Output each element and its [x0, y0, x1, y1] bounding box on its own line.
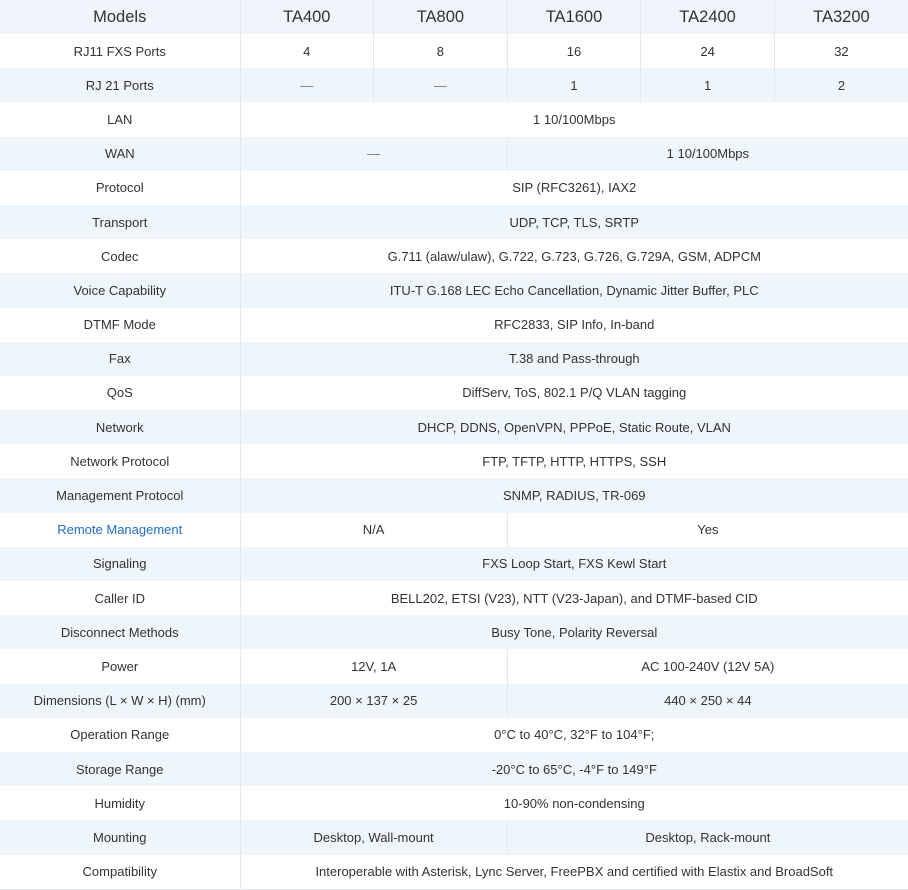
table-row-operation-range	[0, 718, 908, 752]
row-label: Compatibility	[0, 855, 240, 890]
row-label: LAN	[0, 102, 240, 136]
table-row-network-protocol	[0, 444, 908, 478]
row-label: Network Protocol	[0, 444, 240, 478]
row-label: Caller ID	[0, 581, 240, 615]
table-cell: G.711 (alaw/ulaw), G.722, G.723, G.726, G.729A, GSM, ADPCM	[240, 239, 908, 273]
model-header-ta3200: TA3200	[774, 0, 908, 34]
table-row-wan	[0, 137, 908, 171]
table-header-row	[0, 0, 908, 34]
row-label: Dimensions (L × W × H) (mm)	[0, 684, 240, 718]
table-cell: 200 × 137 × 25	[240, 684, 507, 718]
table-row-disconnect-methods	[0, 615, 908, 649]
table-row-storage-range	[0, 752, 908, 786]
row-label: Storage Range	[0, 752, 240, 786]
table-cell: RFC2833, SIP Info, In-band	[240, 308, 908, 342]
table-cell: FTP, TFTP, HTTP, HTTPS, SSH	[240, 444, 908, 478]
row-label: Transport	[0, 205, 240, 239]
model-header-ta400: TA400	[240, 0, 374, 34]
row-label: Protocol	[0, 171, 240, 205]
table-row-transport	[0, 205, 908, 239]
table-row-codec	[0, 239, 908, 273]
table-row-power	[0, 649, 908, 683]
table-cell: SIP (RFC3261), IAX2	[240, 171, 908, 205]
table-cell: AC 100-240V (12V 5A)	[507, 649, 908, 683]
row-label: Network	[0, 410, 240, 444]
model-header-ta2400: TA2400	[641, 0, 775, 34]
table-cell: UDP, TCP, TLS, SRTP	[240, 205, 908, 239]
table-row-lan	[0, 102, 908, 136]
table-row-voice-capability	[0, 273, 908, 307]
row-label: DTMF Mode	[0, 308, 240, 342]
row-label: Disconnect Methods	[0, 615, 240, 649]
table-cell: FXS Loop Start, FXS Kewl Start	[240, 547, 908, 581]
table-cell: 8	[374, 34, 508, 68]
row-label: Operation Range	[0, 718, 240, 752]
table-cell: 1 10/100Mbps	[507, 137, 908, 171]
table-cell: —	[240, 137, 507, 171]
table-row-fax	[0, 342, 908, 376]
table-cell: 4	[240, 34, 374, 68]
row-label: RJ 21 Ports	[0, 68, 240, 102]
table-cell: 1	[641, 68, 775, 102]
row-label: Humidity	[0, 786, 240, 820]
table-cell: 1 10/100Mbps	[240, 102, 908, 136]
row-label: WAN	[0, 137, 240, 171]
row-label: Signaling	[0, 547, 240, 581]
table-cell: SNMP, RADIUS, TR-069	[240, 478, 908, 512]
table-row-dtmf-mode	[0, 308, 908, 342]
remote-management-link[interactable]: Remote Management	[0, 513, 240, 547]
row-label: Voice Capability	[0, 273, 240, 307]
table-cell: 440 × 250 × 44	[507, 684, 908, 718]
model-header-ta800: TA800	[374, 0, 508, 34]
table-cell: ITU-T G.168 LEC Echo Cancellation, Dynamic Jitter Buffer, PLC	[240, 273, 908, 307]
table-row-caller-id	[0, 581, 908, 615]
table-row-compatibility	[0, 855, 908, 890]
table-row-dimensions	[0, 684, 908, 718]
table-row-remote-management	[0, 513, 908, 547]
models-header: Models	[0, 0, 240, 34]
row-label: Power	[0, 649, 240, 683]
table-cell: 10-90% non-condensing	[240, 786, 908, 820]
table-row-rj21-ports	[0, 68, 908, 102]
table-row-network	[0, 410, 908, 444]
row-label: Mounting	[0, 820, 240, 854]
table-row-signaling	[0, 547, 908, 581]
table-cell: 0°C to 40°C, 32°F to 104°F;	[240, 718, 908, 752]
table-row-qos	[0, 376, 908, 410]
model-header-ta1600: TA1600	[507, 0, 641, 34]
table-cell: 24	[641, 34, 775, 68]
table-row-humidity	[0, 786, 908, 820]
table-cell: 1	[507, 68, 641, 102]
table-cell: Interoperable with Asterisk, Lync Server, FreePBX and certified with Elastix and BroadSoft	[240, 855, 908, 890]
table-cell: T.38 and Pass-through	[240, 342, 908, 376]
table-cell: 12V, 1A	[240, 649, 507, 683]
table-cell: —	[374, 68, 508, 102]
row-label: QoS	[0, 376, 240, 410]
table-cell: DiffServ, ToS, 802.1 P/Q VLAN tagging	[240, 376, 908, 410]
table-cell: -20°C to 65°C, -4°F to 149°F	[240, 752, 908, 786]
table-cell: 16	[507, 34, 641, 68]
table-row-rj11-fxs-ports	[0, 34, 908, 68]
row-label: RJ11 FXS Ports	[0, 34, 240, 68]
table-row-mounting	[0, 820, 908, 854]
table-cell: Yes	[507, 513, 908, 547]
row-label: Management Protocol	[0, 478, 240, 512]
row-label: Fax	[0, 342, 240, 376]
table-cell: Desktop, Wall-mount	[240, 820, 507, 854]
table-row-management-protocol	[0, 478, 908, 512]
row-label: Codec	[0, 239, 240, 273]
table-cell: BELL202, ETSI (V23), NTT (V23-Japan), and DTMF-based CID	[240, 581, 908, 615]
table-cell: Desktop, Rack-mount	[507, 820, 908, 854]
table-cell: 32	[774, 34, 908, 68]
table-cell: N/A	[240, 513, 507, 547]
table-cell: —	[240, 68, 374, 102]
table-cell: Busy Tone, Polarity Reversal	[240, 615, 908, 649]
table-cell: DHCP, DDNS, OpenVPN, PPPoE, Static Route, VLAN	[240, 410, 908, 444]
table-row-protocol	[0, 171, 908, 205]
table-cell: 2	[774, 68, 908, 102]
